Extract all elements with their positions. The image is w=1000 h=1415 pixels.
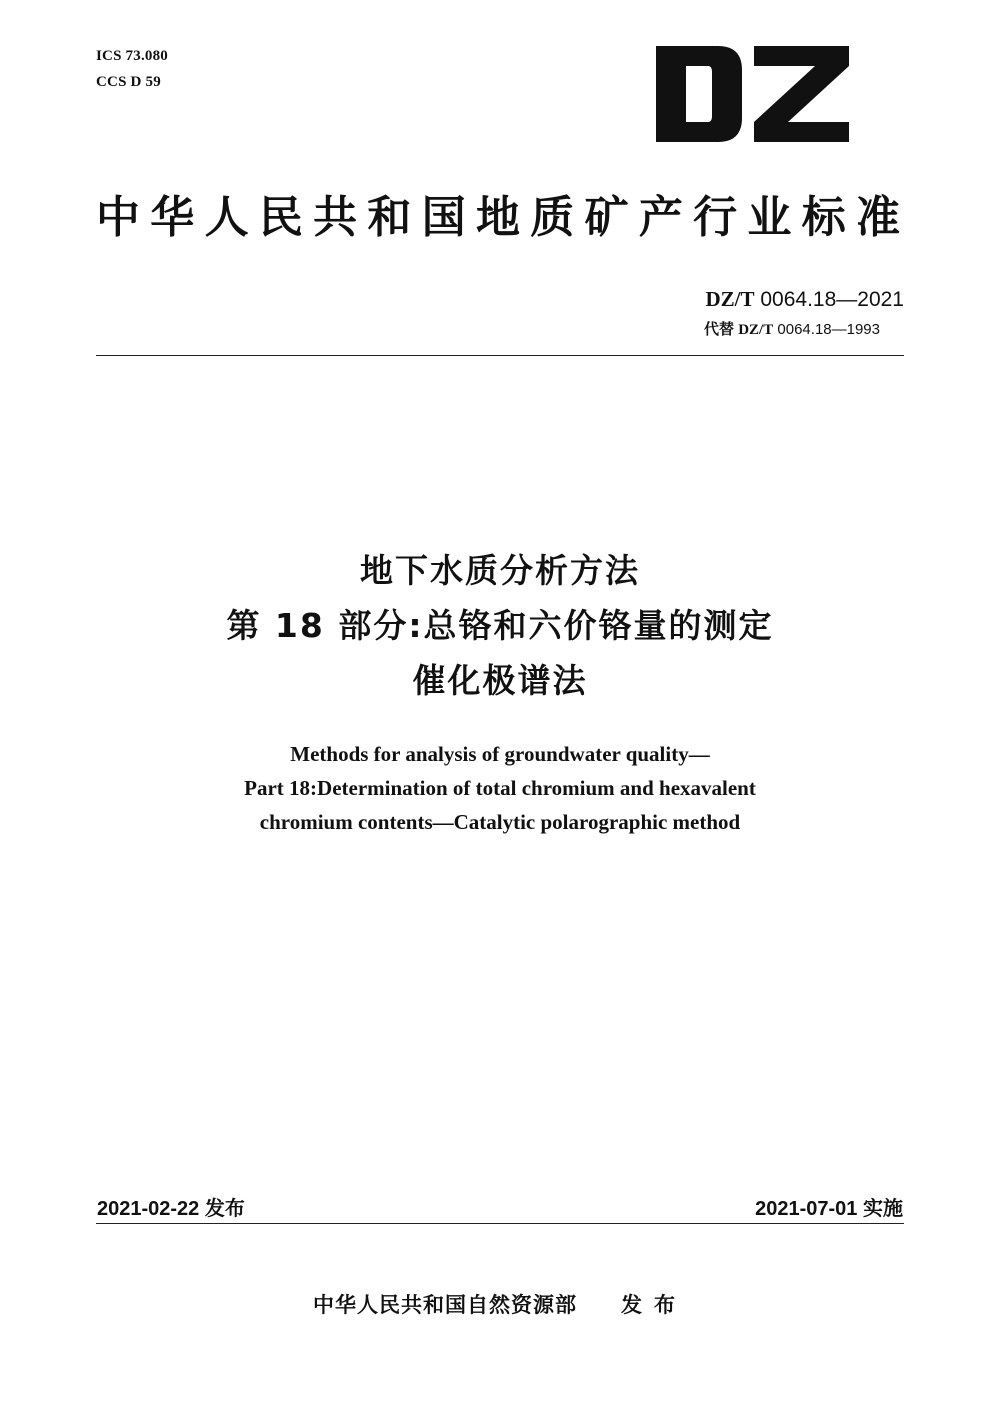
replaces-label: 代替 <box>704 321 735 338</box>
title-cn-line1: 地下水质分析方法 <box>360 551 640 590</box>
issue-date: 2021-02-22 发布 <box>97 1198 245 1220</box>
title-en-line3: chromium contents—Catalytic polarographic method <box>259 810 741 834</box>
publisher-line <box>0 1290 1000 1320</box>
ics-code: ICS 73.080 <box>96 48 169 64</box>
title-cn-line3: 催化极谱法 <box>412 661 588 700</box>
org-title: 中华人民共和国地质矿产行业标准 <box>96 192 904 243</box>
implementation-date: 2021-07-01 实施 <box>755 1198 903 1220</box>
title-en-line2: Part 18:Determination of total chromium and hexavalent <box>244 776 756 800</box>
logo-letter-d <box>656 46 742 142</box>
logo-letter-z <box>754 46 849 142</box>
replaces-prefix: DZ/T <box>738 322 774 338</box>
replaces-line <box>704 320 880 340</box>
ccs-code: CCS D 59 <box>96 74 161 90</box>
standard-code: 0064.18—2021 <box>760 288 904 311</box>
standard-number <box>706 286 905 313</box>
publisher-name: 中华人民共和国自然资源部 <box>313 1293 577 1317</box>
title-en-line1: Methods for analysis of groundwater quality— <box>290 742 710 766</box>
title-cn-line2: 第 18 部分:总铬和六价铬量的测定 <box>226 606 774 645</box>
classification-codes <box>96 46 168 98</box>
header-divider <box>96 355 904 356</box>
replaces-number: 0064.18—1993 <box>777 321 880 338</box>
footer-divider <box>96 1223 904 1224</box>
standard-prefix: DZ/T <box>705 287 755 311</box>
publisher-action: 发布 <box>621 1293 687 1317</box>
dz-logo <box>656 46 849 142</box>
